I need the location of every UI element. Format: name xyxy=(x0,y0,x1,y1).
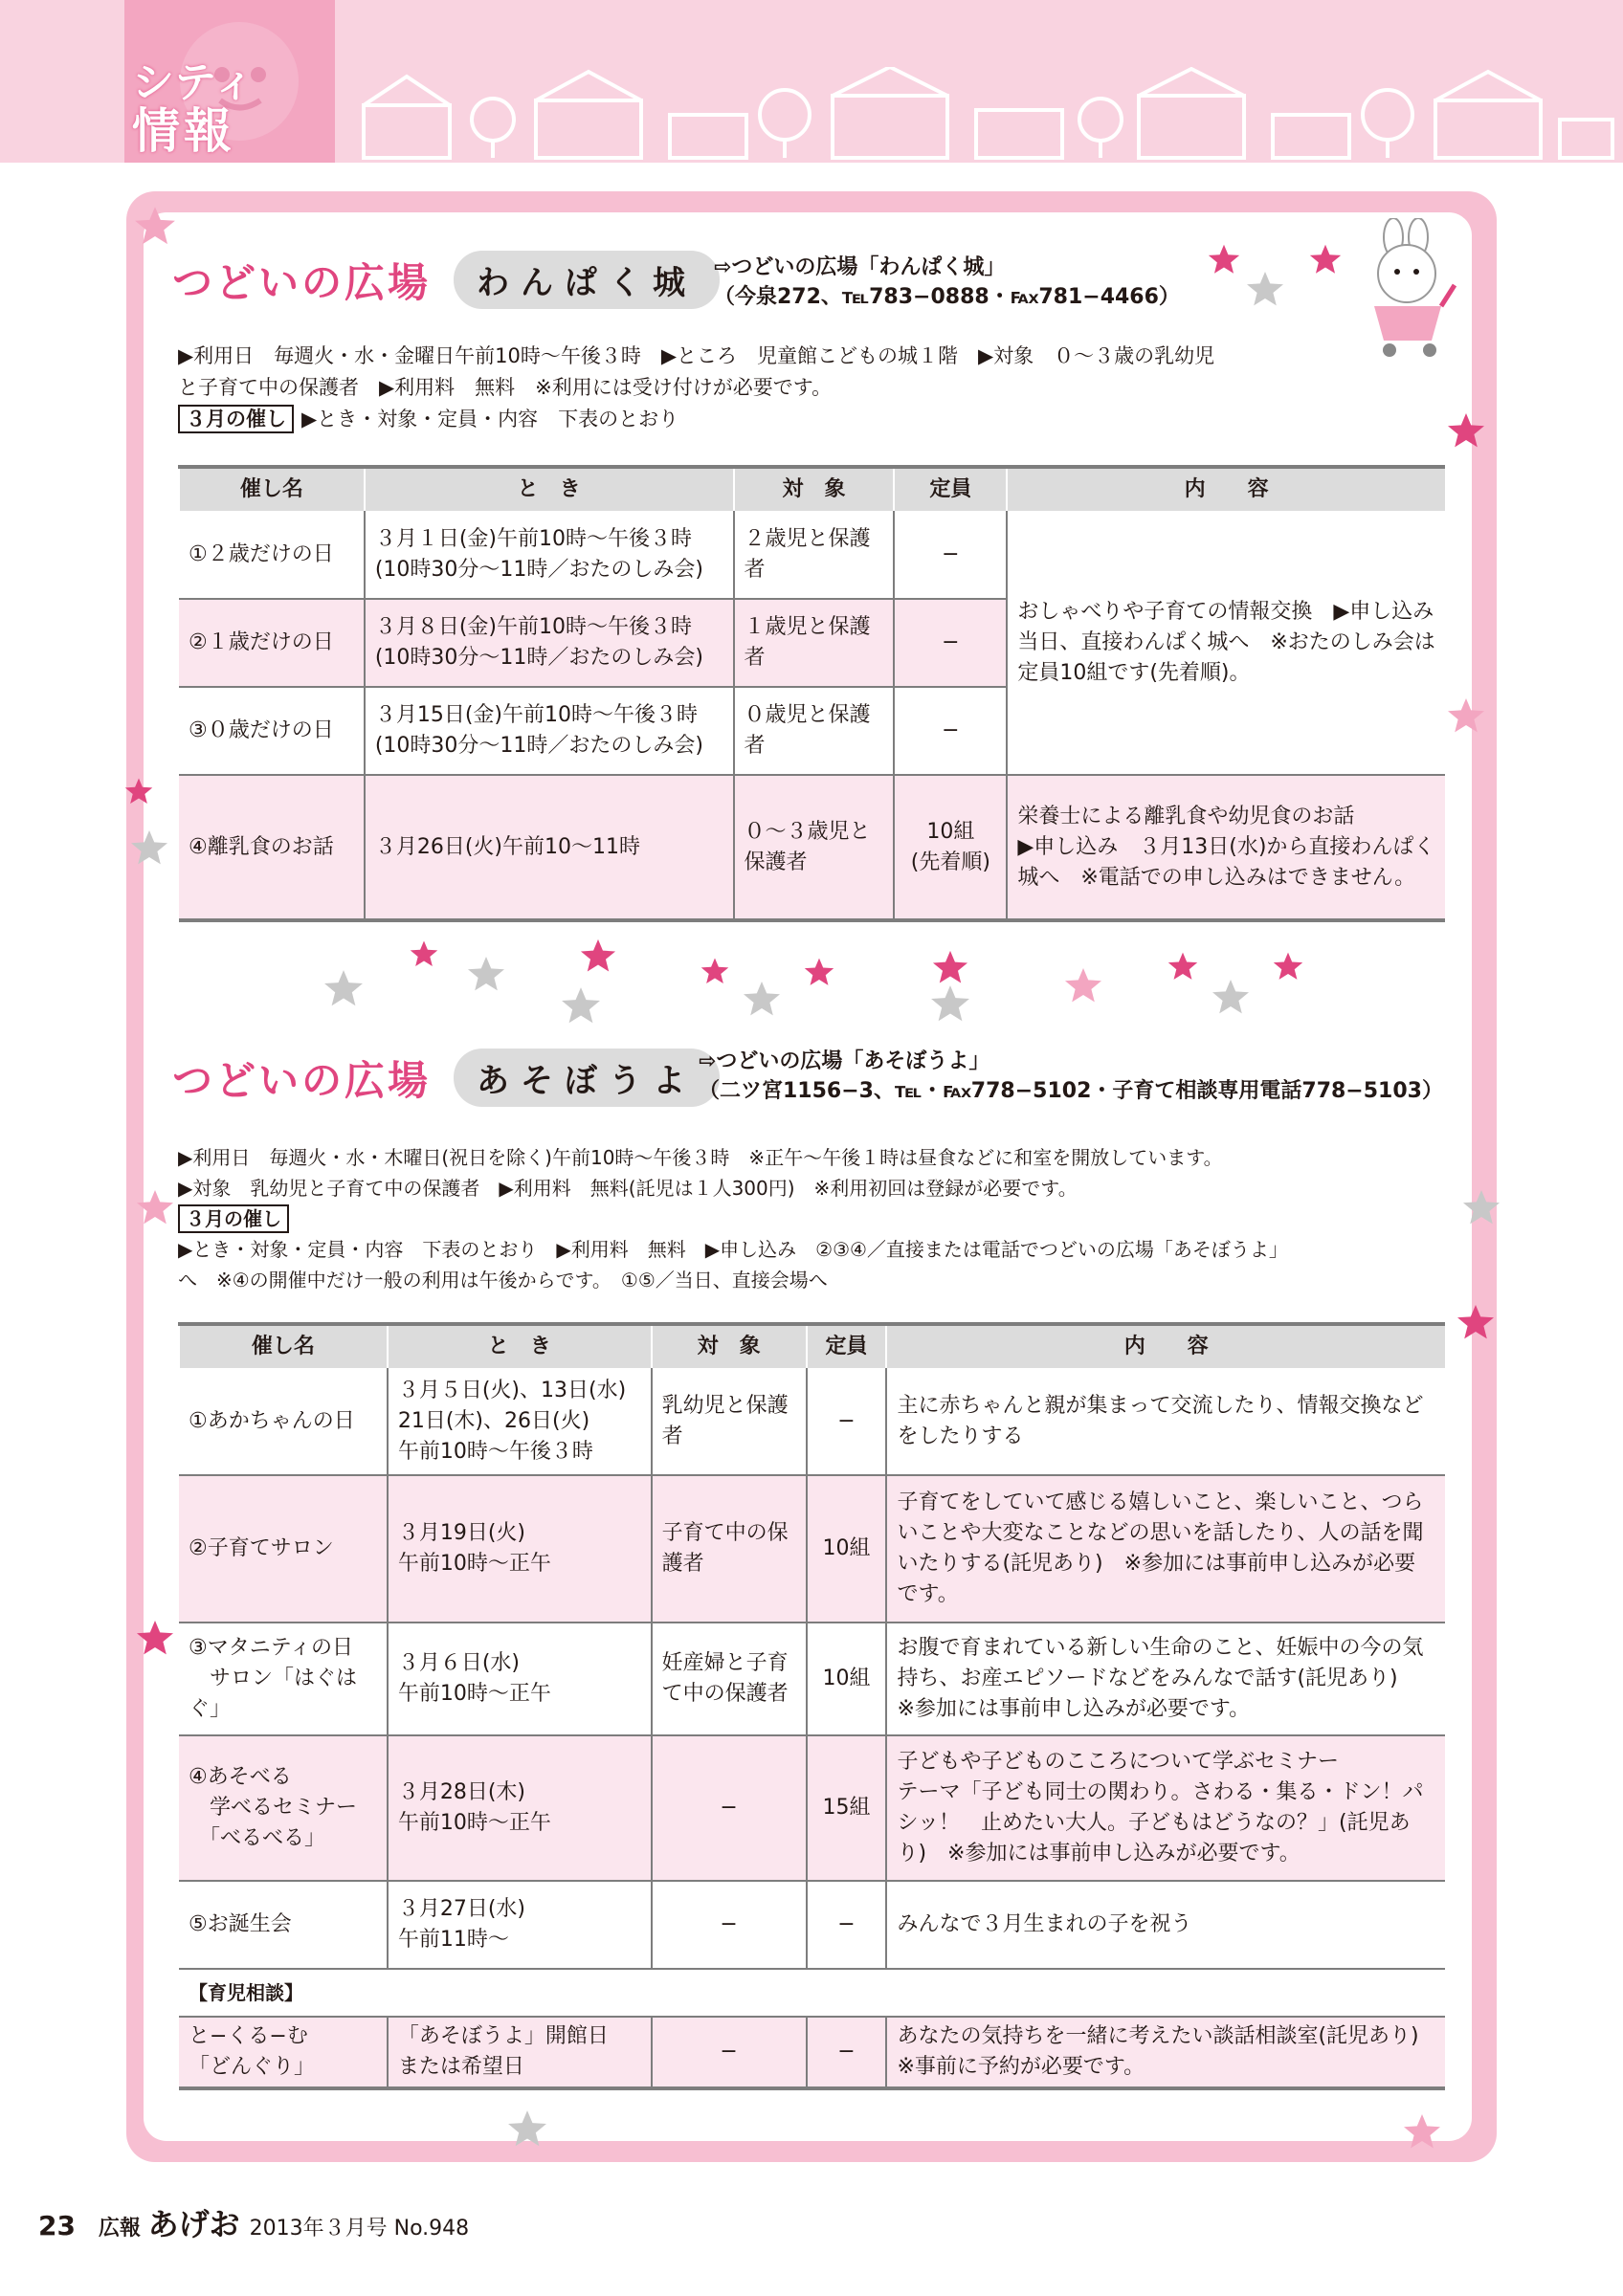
consult-subheading: 【育児相談】 xyxy=(179,1969,1445,2017)
section2-events-label-line xyxy=(178,1203,1460,1234)
star-icon xyxy=(700,957,729,985)
event-target: ０歳児と保護者 xyxy=(734,687,895,775)
star-icon xyxy=(1456,1303,1495,1341)
star-icon xyxy=(804,957,834,987)
event-name: ①２歳だけの日 xyxy=(179,511,365,599)
section1-info xyxy=(178,341,1441,435)
event-capacity: − xyxy=(807,1881,887,1969)
star-icon xyxy=(1167,951,1198,982)
star-icon xyxy=(467,955,505,993)
event-content: 主に赤ちゃんと親が集まって交流したり、情報交換などをしたりする xyxy=(886,1368,1445,1475)
table-row xyxy=(179,1881,1445,1969)
event-capacity: − xyxy=(894,599,1007,687)
section1-title: つどいの広場 xyxy=(172,258,432,306)
event-name: ②１歳だけの日 xyxy=(179,599,365,687)
star-icon xyxy=(1208,243,1240,276)
star-icon xyxy=(134,205,176,247)
consult-target: − xyxy=(652,2017,807,2088)
event-target: − xyxy=(652,1881,807,1969)
event-time: ３月28日(木) 午前10時〜正午 xyxy=(388,1735,652,1881)
table-row xyxy=(179,1735,1445,1881)
event-target: ２歳児と保護者 xyxy=(734,511,895,599)
event-capacity: − xyxy=(894,687,1007,775)
section2-title: つどいの広場 xyxy=(172,1056,432,1104)
star-icon xyxy=(1064,966,1102,1004)
star-icon xyxy=(136,1619,174,1657)
section1-heading xyxy=(172,251,720,309)
section1-contact-line2: （今泉272、℡783−0888・℻781−4466） xyxy=(714,285,1180,309)
event-target: １歳児と保護者 xyxy=(734,599,895,687)
magazine-name: あげお xyxy=(147,2206,240,2242)
star-icon xyxy=(930,983,970,1024)
event-capacity: 10組 xyxy=(807,1623,887,1735)
star-icon xyxy=(1273,951,1303,982)
star-icon xyxy=(130,828,168,867)
section2-contact xyxy=(699,1047,1443,1106)
star-icon xyxy=(124,777,153,806)
section1-table xyxy=(178,465,1456,922)
town-silhouette-icon xyxy=(354,67,1617,163)
event-content: 栄養士による離乳食や幼児食のお話 ▶申し込み ３月13日(水)から直接わんぱく城へ ※電話での申し込みはできません。 xyxy=(1007,775,1445,920)
section2-info-line2: ▶対象 乳幼児と子育て中の保護者 ▶利用料 無料(託児は１人300円) ※利用初回は登録が必要です。 xyxy=(178,1177,1078,1200)
event-name: ④離乳食のお話 xyxy=(179,775,365,920)
section1-events-note: ▶とき・対象・定員・内容 下表のとおり xyxy=(301,408,679,430)
consult-name: と−くる−む 「どんぐり」 xyxy=(179,2017,388,2088)
col-header-target: 対 象 xyxy=(652,1324,807,1368)
section2-contact-line1: ⇨つどいの広場「あそぼうよ」 xyxy=(699,1049,990,1073)
event-time: ３月１日(金)午前10時〜午後３時 (10時30分〜11時／おたのしみ会) xyxy=(365,511,734,599)
event-content: お腹で育まれている新しい生命のこと、妊娠中の今の気持ち、お産エピソードなどをみんなで話す(託児あり) ※参加には事前申し込みが必要です。 xyxy=(886,1623,1445,1735)
event-name: ④あそべる 学べるセミナー 「べるべる」 xyxy=(179,1735,388,1881)
table-subheading-row xyxy=(179,1969,1445,2017)
event-target: 乳幼児と保護者 xyxy=(652,1368,807,1475)
page-number: 23 xyxy=(38,2210,76,2241)
event-name: ⑤お誕生会 xyxy=(179,1881,388,1969)
table-header-row xyxy=(179,467,1445,511)
event-content-shared: おしゃべりや子育ての情報交換 ▶申し込み 当日、直接わんぱく城へ ※おたのしみ会は定員10組です(先着順)。 xyxy=(1007,511,1445,775)
magazine-title xyxy=(99,2200,240,2244)
star-icon xyxy=(1447,696,1485,735)
event-name: ③マタニティの日 サロン「はぐはぐ」 xyxy=(179,1623,388,1735)
star-icon xyxy=(1246,270,1284,308)
section2-info-line1: ▶利用日 毎週火・水・木曜日(祝日を除く)午前10時〜午後３時 ※正午〜午後１時は昼食などに和室を開放しています。 xyxy=(178,1146,1223,1169)
section1-contact-line1: ⇨つどいの広場「わんぱく城」 xyxy=(714,255,1006,279)
star-icon xyxy=(561,985,601,1026)
section2-events-label: ３月の催し xyxy=(178,1204,289,1233)
table-row xyxy=(179,2017,1445,2088)
event-target: 妊産婦と子育て中の保護者 xyxy=(652,1623,807,1735)
event-capacity: 10組 (先着順) xyxy=(894,775,1007,920)
section2-events-note2: へ ※④の開催中だけ一般の利用は午後からです。 ①⑤／当日、直接会場へ xyxy=(178,1269,828,1292)
star-icon xyxy=(580,938,616,974)
table-row xyxy=(179,1368,1445,1475)
event-content: 子どもや子どものこころについて学ぶセミナー テーマ「子ども同士の関わり。さわる・集る・ドン！パシッ！ 止めたい大人。子どもはどうなの？」(託児あり) ※参加には事前申し込みが必要です。 xyxy=(886,1735,1445,1881)
table-row xyxy=(179,1623,1445,1735)
table-row xyxy=(179,511,1445,599)
event-time: ３月５日(火)、13日(水) 21日(木)、26日(火) 午前10時〜午後３時 xyxy=(388,1368,652,1475)
section2-info xyxy=(178,1142,1460,1295)
section1-events-line xyxy=(178,404,1441,435)
col-header-target: 対 象 xyxy=(734,467,895,511)
section1-info-line1: ▶利用日 毎週火・水・金曜日午前10時〜午後３時 ▶ところ 児童館こどもの城１階 ▶対象 ０〜３歳の乳幼児 xyxy=(178,344,1215,367)
table-row xyxy=(179,775,1445,920)
star-icon xyxy=(410,939,438,968)
page-footer xyxy=(38,2200,469,2244)
event-capacity: − xyxy=(894,511,1007,599)
event-capacity: 10組 xyxy=(807,1475,887,1623)
event-time: ３月19日(火) 午前10時〜正午 xyxy=(388,1475,652,1623)
section2-events-note1: ▶とき・対象・定員・内容 下表のとおり ▶利用料 無料 ▶申し込み ②③④／直接または電話でつどいの広場「あそぼうよ」 xyxy=(178,1238,1288,1261)
star-icon xyxy=(743,980,781,1018)
section2-heading xyxy=(172,1049,720,1107)
col-header-content: 内 容 xyxy=(1007,467,1445,511)
section1-events-label: ３月の催し xyxy=(178,405,294,433)
col-header-capacity: 定員 xyxy=(894,467,1007,511)
star-icon xyxy=(323,968,364,1008)
col-header-time: と き xyxy=(388,1324,652,1368)
event-content: みんなで３月生まれの子を祝う xyxy=(886,1881,1445,1969)
event-capacity: − xyxy=(807,1368,887,1475)
col-header-capacity: 定員 xyxy=(807,1324,887,1368)
section1-badge: わんぱく城 xyxy=(454,251,720,309)
star-icon xyxy=(932,949,968,985)
star-icon xyxy=(507,2108,547,2149)
col-header-name: 催し名 xyxy=(179,467,365,511)
magazine-prefix: 広報 xyxy=(98,2217,141,2241)
event-time: ３月６日(水) 午前10時〜正午 xyxy=(388,1623,652,1735)
event-target: 子育て中の保護者 xyxy=(652,1475,807,1623)
event-time: ３月27日(水) 午前11時〜 xyxy=(388,1881,652,1969)
section2-contact-line2: （二ツ宮1156−3、℡・℻778−5102・子育て相談専用電話778−5103） xyxy=(699,1079,1443,1103)
event-content: 子育てをしていて感じる嬉しいこと、楽しいこと、つらいことや大変なことなどの思いを話したり、人の話を聞いたりする(託児あり) ※参加には事前申し込みが必要です。 xyxy=(886,1475,1445,1623)
consult-content: あなたの気持ちを一緒に考えたい談話相談室(託児あり) ※事前に予約が必要です。 xyxy=(886,2017,1445,2088)
header-banner xyxy=(0,0,1623,163)
section1-contact xyxy=(714,253,1180,312)
col-header-time: と き xyxy=(365,467,734,511)
star-icon xyxy=(1447,411,1485,450)
section2-table xyxy=(178,1322,1445,2090)
issue-info: 2013年３月号 No.948 xyxy=(249,2217,470,2241)
star-icon xyxy=(1309,243,1342,276)
star-icon xyxy=(1212,978,1250,1016)
star-icon xyxy=(1403,2112,1441,2151)
section2-badge: あそぼうよ xyxy=(454,1049,720,1107)
event-target: ０〜３歳児と保護者 xyxy=(734,775,895,920)
banner-title xyxy=(132,58,256,159)
table-header-row xyxy=(179,1324,1445,1368)
col-header-name: 催し名 xyxy=(179,1324,388,1368)
col-header-content: 内 容 xyxy=(886,1324,1445,1368)
event-name: ①あかちゃんの日 xyxy=(179,1368,388,1475)
event-capacity: 15組 xyxy=(807,1735,887,1881)
event-time: ３月15日(金)午前10時〜午後３時 (10時30分〜11時／おたのしみ会) xyxy=(365,687,734,775)
table-row xyxy=(179,1475,1445,1623)
section1-info-line2: と子育て中の保護者 ▶利用料 無料 ※利用には受け付けが必要です。 xyxy=(178,376,833,399)
consult-capacity: − xyxy=(807,2017,887,2088)
consult-time: 「あそぼうよ」開館日 または希望日 xyxy=(388,2017,652,2088)
event-name: ②子育てサロン xyxy=(179,1475,388,1623)
star-icon xyxy=(136,1188,174,1226)
event-target: − xyxy=(652,1735,807,1881)
event-name: ③０歳だけの日 xyxy=(179,687,365,775)
event-time: ３月８日(金)午前10時〜午後３時 (10時30分〜11時／おたのしみ会) xyxy=(365,599,734,687)
banner-title-line2: 情報 xyxy=(132,103,235,159)
banner-title-line1: シティ xyxy=(132,58,256,107)
event-time: ３月26日(火)午前10〜11時 xyxy=(365,775,734,920)
star-icon xyxy=(1462,1188,1501,1226)
